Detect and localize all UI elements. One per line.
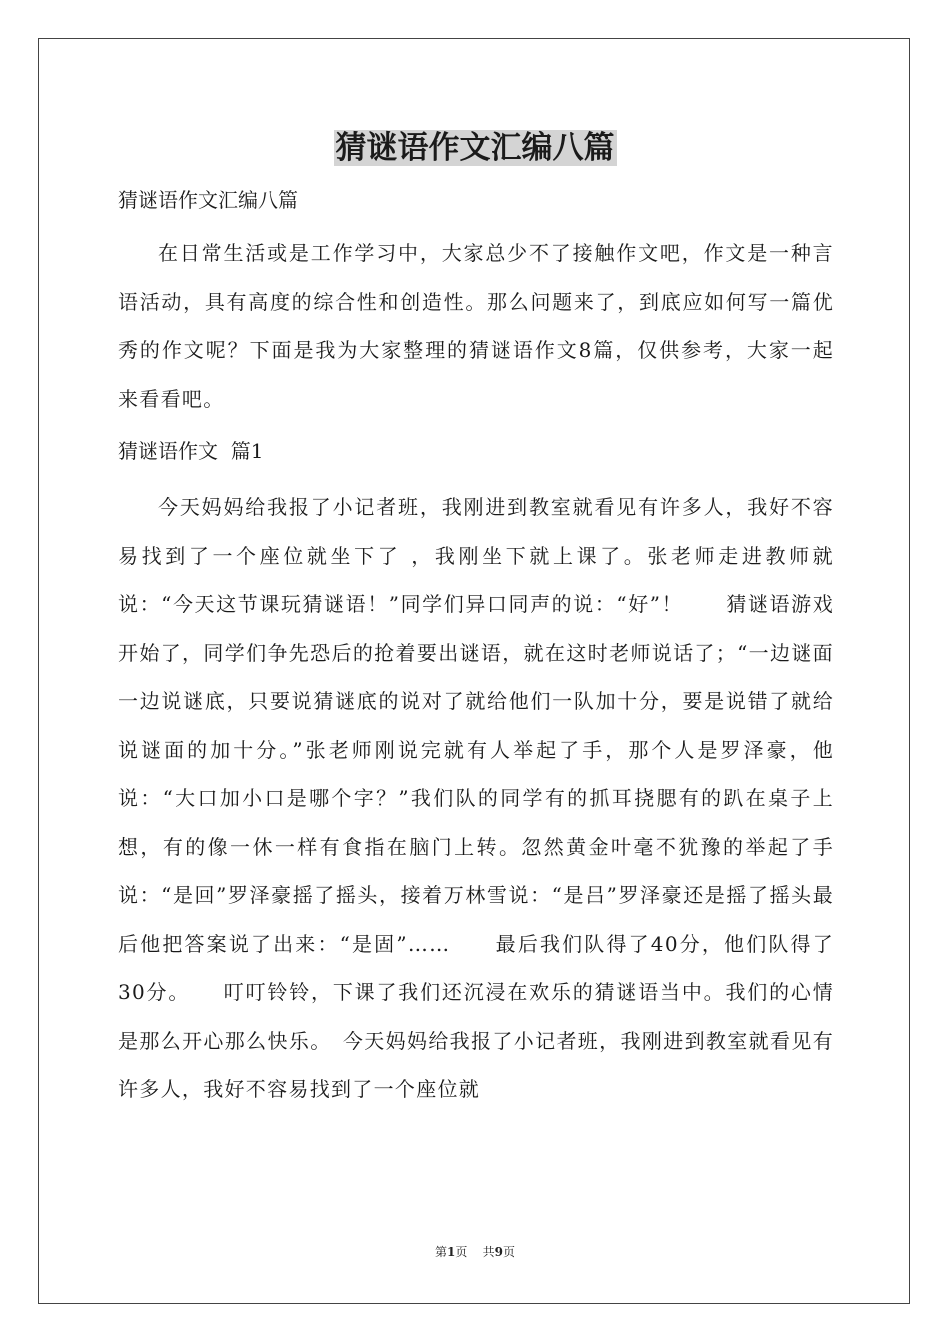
page-number: 1 xyxy=(446,1245,456,1259)
page-suffix: 页 xyxy=(455,1245,468,1259)
document-title-text: 猜谜语作文汇编八篇 xyxy=(335,130,615,166)
total-suffix: 页 xyxy=(503,1245,516,1259)
page-footer xyxy=(0,1244,950,1260)
page-prefix: 第 xyxy=(434,1245,447,1259)
document-subtitle: 猜谜语作文汇编八篇 xyxy=(118,188,298,212)
document-body xyxy=(118,178,834,1114)
total-prefix: 共 xyxy=(482,1245,495,1259)
section-paragraph: 今天妈妈给我报了小记者班，我刚进到教室就看见有许多人，我好不容易找到了一个座位就坐下了 ，我刚坐下就上课了。张老师走进教师就说：“今天这节课玩猜谜语！”同学们异口同声的说：“好”！ 猜谜语游戏开始了，同学们争先恐后的抢着要出谜语，就在这时老师说话了；“一边谜面一边说谜底，只要说猜谜底的说对了就给他们一队加十分，要是说错了就给说谜面的加十分。”张老师刚说完就有人举起了手，那个人是罗泽豪，他说：“大口加小口是哪个字？”我们队的同学有的抓耳挠腮有的趴在桌子上想，有的像一休一样有食指在脑门上转。忽然黄金叶毫不犹豫的举起了手说：“是回”罗泽豪摇了摇头，接着万林雪说：“是吕”罗泽豪还是摇了摇头最后他把答案说了出来：“是固”…… 最后我们队得了40分，他们队得了30分。 叮叮铃铃，下课了我们还沉浸在欢乐的猜谜语当中。我们的心情是那么开心那么快乐。 今天妈妈给我报了小记者班，我刚进到教室就看见有许多人，我好不容易找到了一个座位就 xyxy=(118,495,834,1101)
intro-paragraph: 在日常生活或是工作学习中，大家总少不了接触作文吧，作文是一种言语活动，具有高度的综合性和创造性。那么问题来了，到底应如何写一篇优秀的作文呢？下面是我为大家整理的猜谜语作文8篇，仅供参考，大家一起来看看吧。 xyxy=(118,241,834,411)
total-pages: 9 xyxy=(494,1245,503,1259)
document-title xyxy=(0,126,950,170)
section-heading: 猜谜语作文 篇1 xyxy=(118,439,264,463)
